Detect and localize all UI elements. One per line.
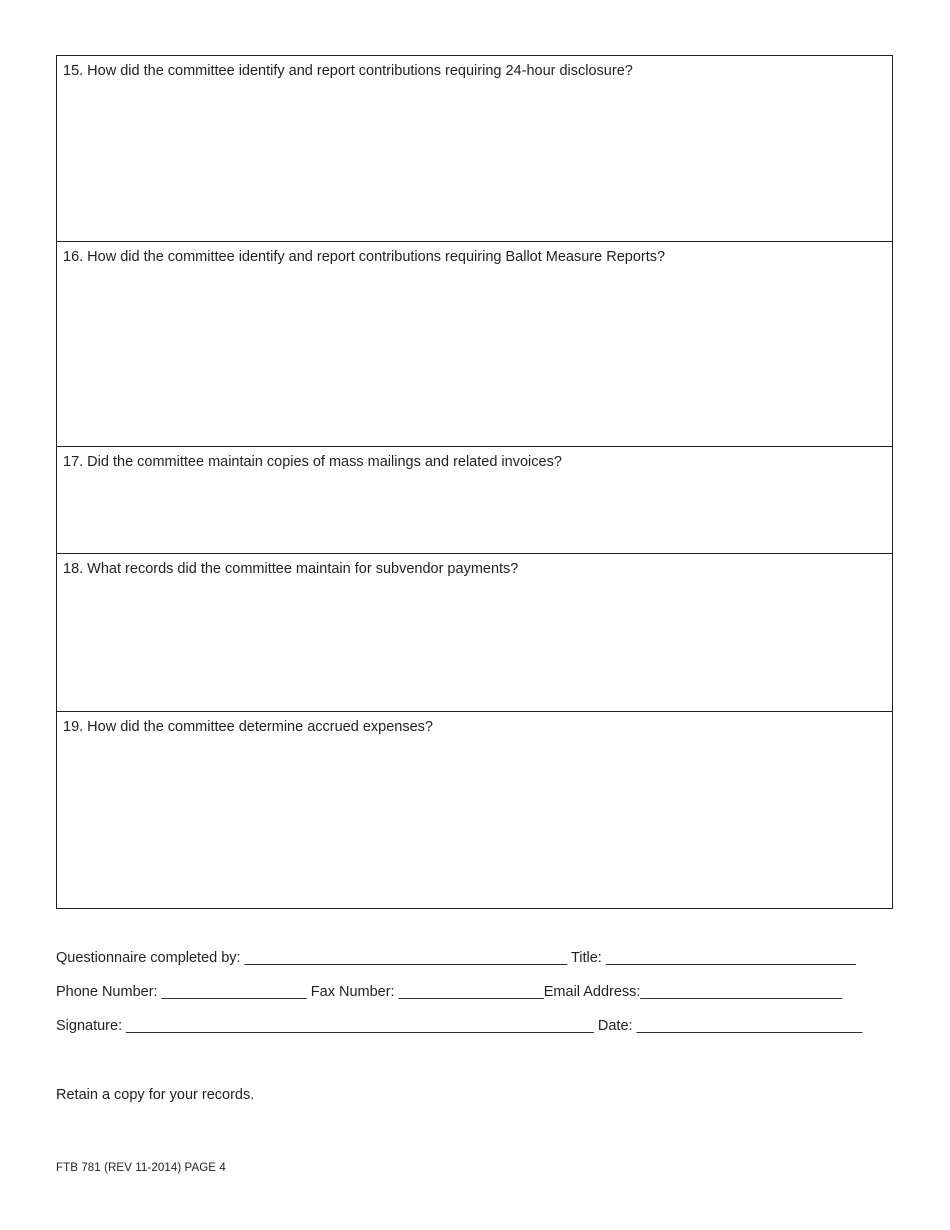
question-row-18[interactable]: [57, 554, 892, 712]
question-row-15[interactable]: [57, 56, 892, 242]
phone-fax-email-line[interactable]: Phone Number: __________________ Fax Number: __________________Email Address:_________________________: [56, 984, 843, 1000]
question-17-text: 17. Did the committee maintain copies of mass mailings and related invoices?: [63, 454, 562, 470]
question-19-text: 19. How did the committee determine accrued expenses?: [63, 719, 433, 735]
question-15-text: 15. How did the committee identify and report contributions requiring 24-hour disclosure?: [63, 63, 633, 79]
question-18-text: 18. What records did the committee maintain for subvendor payments?: [63, 561, 519, 577]
question-row-19[interactable]: [57, 712, 892, 908]
question-row-17[interactable]: [57, 447, 892, 554]
retain-copy-note: Retain a copy for your records.: [56, 1087, 255, 1103]
questionnaire-table: [56, 55, 893, 909]
completed-by-title-line[interactable]: Questionnaire completed by: ________________________________________ Title: _______________________________: [56, 950, 856, 966]
form-footer: FTB 781 (REV 11-2014) PAGE 4: [56, 1162, 226, 1174]
question-16-text: 16. How did the committee identify and report contributions requiring Ballot Measure Reports?: [63, 249, 666, 265]
question-row-16[interactable]: [57, 242, 892, 447]
signature-date-line[interactable]: Signature: __________________________________________________________ Date: ____________________________: [56, 1018, 863, 1034]
